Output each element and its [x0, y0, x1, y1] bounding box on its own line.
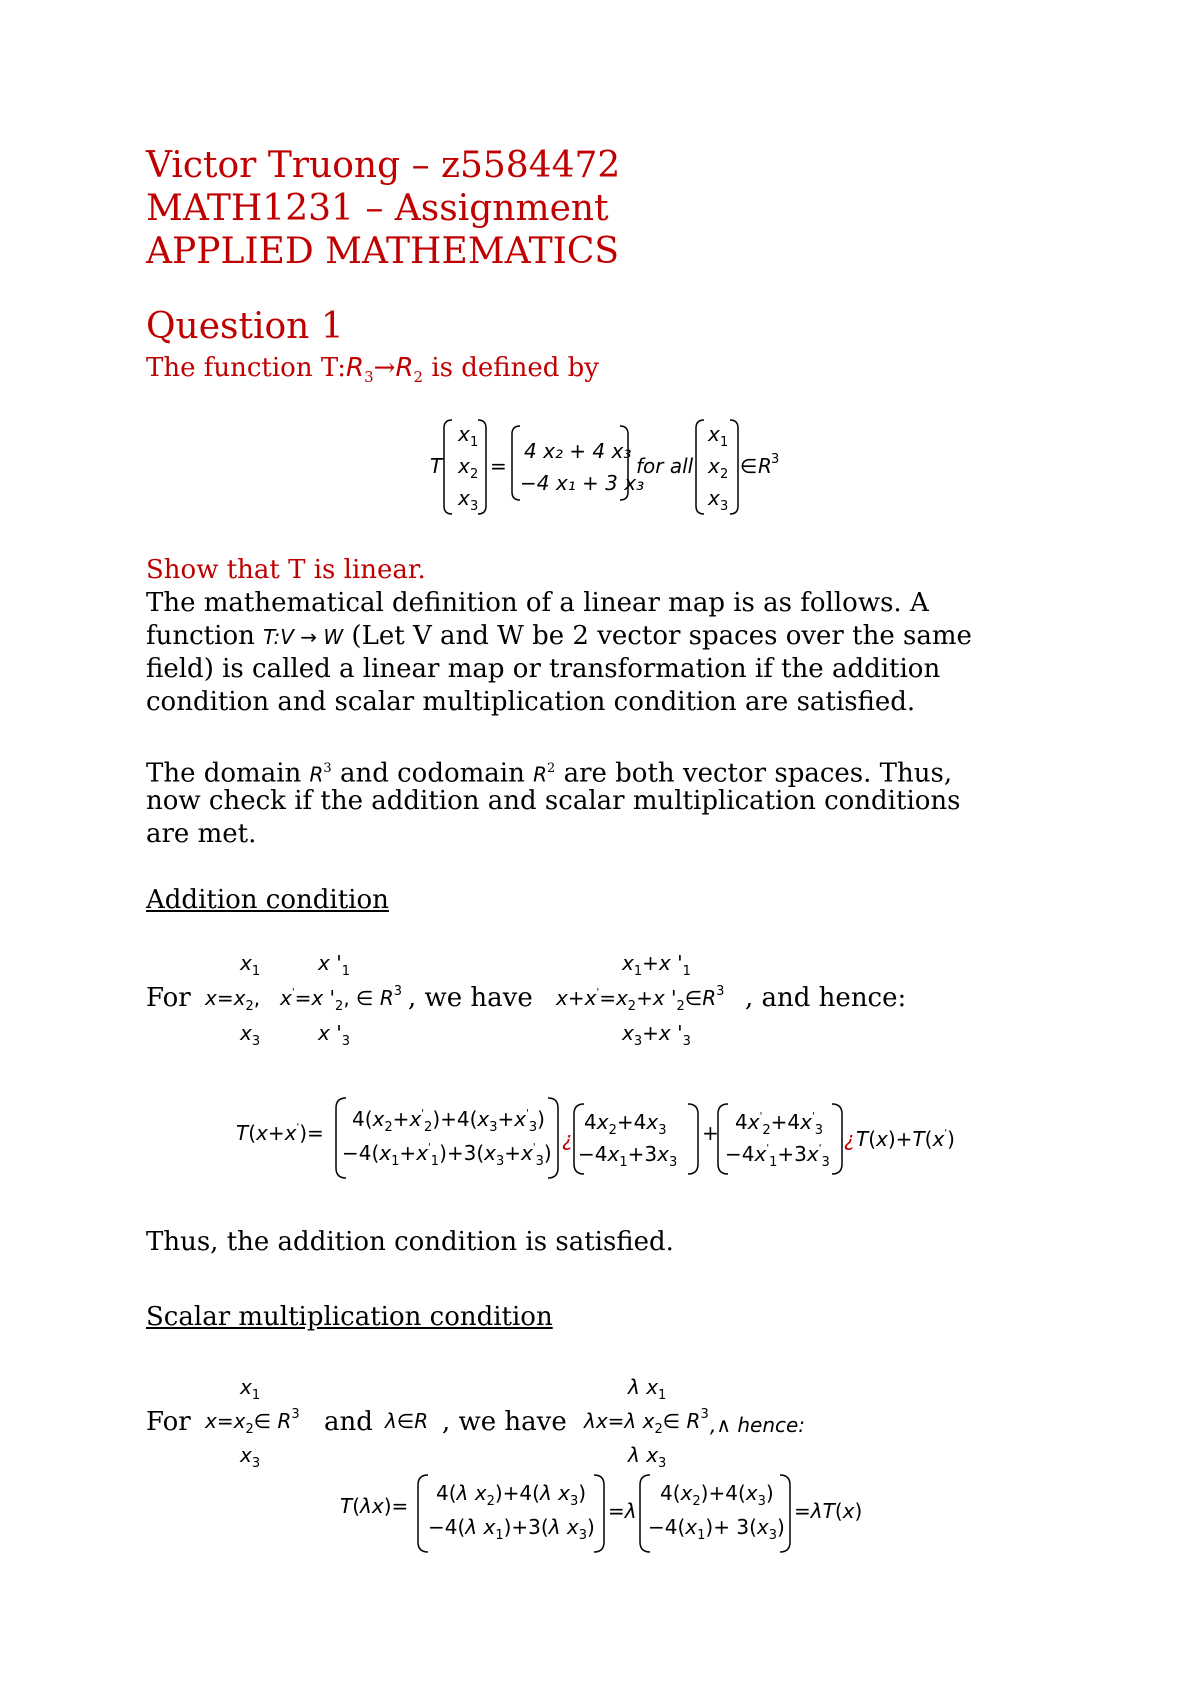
definition-para-line4: condition and scalar multiplication condition are satisfied.: [146, 687, 916, 717]
svg-text:3: 3: [470, 499, 479, 514]
eq-row1: 4 x₂ + 4 x₃: [524, 439, 632, 463]
svg-text:=: =: [490, 454, 507, 478]
eq-row2: −4 x₁ + 3 x₃: [520, 471, 645, 495]
scalar-heading: Scalar multiplication condition: [146, 1302, 553, 1332]
svg-text:2: 2: [470, 467, 479, 482]
domain-para-line2: now check if the addition and scalar multiplication conditions: [146, 786, 961, 816]
svg-text:x: x: [708, 486, 720, 510]
svg-text:T(λx)=: T(λx)=: [340, 1494, 409, 1518]
svg-text:x '3: x '$_3$: [318, 1021, 350, 1049]
scalar-we-have: , we have: [442, 1407, 567, 1437]
svg-text:4(x2+x'2)+4(x3+x'3): $4(x_2+x'_2)+4(x_3+x'_3)$: [352, 1107, 545, 1135]
domain-para-line1: The domain $R^3$ and codomain $R^2$ are both vector spaces. Thus,: [146, 758, 953, 789]
svg-text:x3+x '3: $x_3+x$ '$_3$: [622, 1021, 691, 1049]
svg-text:x: x: [458, 454, 470, 478]
svg-text:T(x)+T(x'): T(x)+T(x'): [856, 1127, 955, 1151]
definition-para-line2: function T:V → W (Let V and W be 2 vector spaces over the same: [146, 621, 972, 651]
svg-text:x: x: [458, 486, 470, 510]
svg-text:T(x+x')=: T(x+x')=: [236, 1121, 324, 1145]
svg-text:¿: ¿: [562, 1127, 573, 1151]
svg-text:−4x1+3x3: $-4x_1+3x_3$: [578, 1142, 678, 1170]
svg-text:x: x: [458, 422, 470, 446]
question-intro: The function $T:R_3\to R_2$ is defined by: [146, 353, 599, 387]
eq-T: T: [430, 454, 443, 478]
addition-we-have: , we have: [408, 983, 533, 1013]
svg-text:x'=x '2, ∈ R3: x'=x '$_2$, ∈ $R^3$: [280, 984, 403, 1014]
svg-text:=λT(x): =λT(x): [794, 1499, 863, 1523]
subject-line: APPLIED MATHEMATICS: [146, 231, 620, 272]
svg-text:x3: $x_3$: [240, 1021, 261, 1049]
scalar-for-label: For: [146, 1407, 191, 1437]
svg-text:1: 1: [720, 435, 729, 450]
definition-para-line3: field) is called a linear map or transformation if the addition: [146, 654, 941, 684]
svg-text:x=x2,: $x=x_2$,: [205, 986, 261, 1014]
svg-text:+: +: [702, 1121, 719, 1145]
svg-text:x: x: [708, 454, 720, 478]
svg-text:x1+x '1: $x_1+x$ '$_1$: [622, 951, 691, 979]
svg-text:−4(λ x1)+3(λ x3): −4(λ $x_1)+3(\lambda$ $x_3$): [428, 1515, 595, 1543]
author-line: Victor Truong – z5584472: [146, 145, 621, 186]
svg-text:x1: $x_1$: [240, 1375, 261, 1403]
svg-text:λx=λ x2∈ R3: λx=λ $x_2\in$ $R^3$: [584, 1407, 709, 1437]
svg-text:∈: ∈: [740, 454, 758, 478]
svg-text:x1: $x_1$: [240, 951, 261, 979]
svg-text:λ∈R: λ∈R: [385, 1409, 429, 1433]
svg-text:2: 2: [720, 467, 729, 482]
svg-text:λ x1: λ $x_1$: [628, 1375, 667, 1403]
svg-text:x '1: x '$_1$: [318, 951, 350, 979]
svg-text:x+x'=x2+x '2∈R3: $x+x'=x_2+x$ '$_2\in R^3$: [556, 984, 725, 1014]
scalar-hence: ,∧ hence:: [710, 1413, 806, 1437]
svg-text:4(λ x2)+4(λ x3): 4(λ $x_2)+4(\lambda$ $x_3$): [436, 1481, 587, 1509]
svg-text:4x'2+4x'3: $4x'_2+4x'_3$: [735, 1110, 823, 1138]
svg-text:λ x3: λ $x_3$: [628, 1443, 667, 1471]
addition-heading: Addition condition: [146, 885, 389, 915]
question-heading: Question 1: [146, 306, 344, 347]
svg-text:x: x: [708, 422, 720, 446]
svg-text:4(x2)+4(x3): $4(x_2)+4(x_3)$: [660, 1481, 774, 1509]
svg-text:x=x2∈ R3: $x=x_2\in$ $R^3$: [205, 1407, 300, 1437]
svg-text:=λ: =λ: [608, 1499, 637, 1523]
addition-conclusion: Thus, the addition condition is satisfied.: [146, 1227, 674, 1257]
svg-text:−4(x1+x'1)+3(x3+x'3): $-4(x_1+x'_1)+3(x_3+x'_3)$: [342, 1141, 552, 1169]
course-line: MATH1231 – Assignment: [146, 188, 609, 229]
definition-para-line1: The mathematical definition of a linear map is as follows. A: [146, 588, 929, 618]
svg-text:−4x'1+3x'3: $-4x'_1+3x'_3$: [725, 1142, 830, 1170]
svg-text:4x2+4x3: $4x_2+4x_3$: [584, 1110, 667, 1138]
svg-text:1: 1: [470, 435, 479, 450]
show-heading: Show that T is linear.: [146, 555, 426, 585]
svg-text:−4(x1)+ 3(x3): $-4(x_1)+ 3(x_3)$: [648, 1515, 785, 1543]
svg-text:R: R: [758, 454, 772, 478]
addition-and-hence: , and hence:: [745, 983, 907, 1013]
svg-text:for all: for all: [636, 454, 694, 478]
scalar-and: and: [324, 1407, 373, 1437]
addition-for-label: For: [146, 983, 191, 1013]
svg-text:3: 3: [720, 499, 729, 514]
svg-text:3: 3: [771, 452, 780, 467]
svg-text:x3: $x_3$: [240, 1443, 261, 1471]
svg-text:¿: ¿: [844, 1127, 855, 1151]
domain-para-line3: are met.: [146, 819, 257, 849]
